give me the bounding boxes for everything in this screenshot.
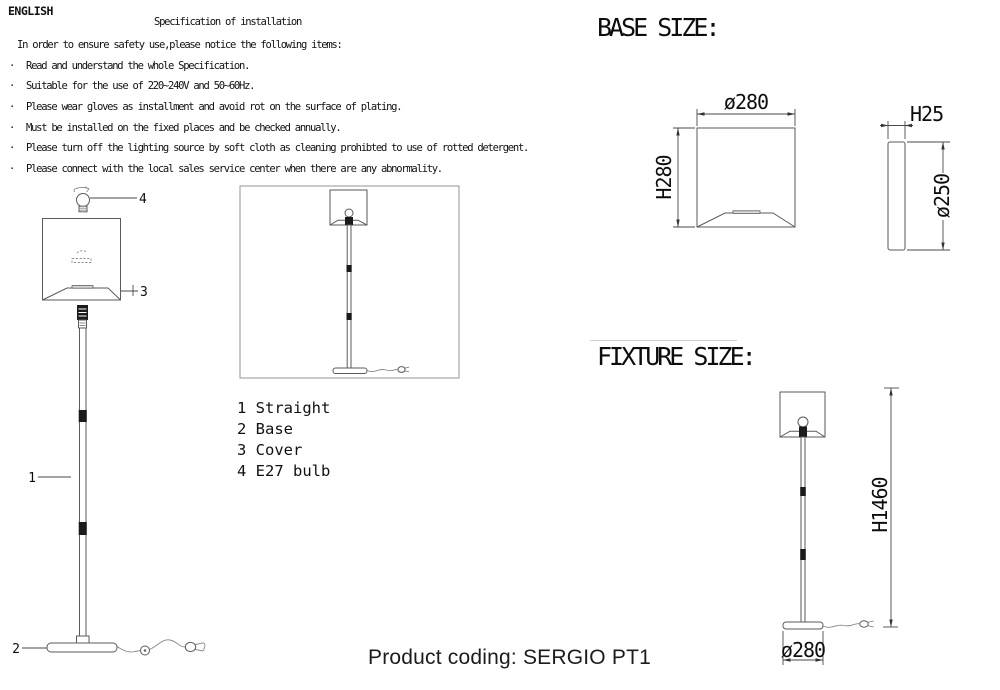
socket: [77, 305, 88, 328]
base-size-title: BASE SIZE:: [597, 13, 718, 42]
spec-item: [0, 97, 585, 118]
callout-3-label: 3: [140, 285, 148, 300]
bullet-icon: ·: [9, 163, 16, 176]
spec-intro: In order to ensure safety use,please notice the following items:: [17, 39, 342, 51]
dim-label-shade-width: ø280: [723, 90, 769, 114]
spec-item-text: Please turn off the lighting source by soft cloth as cleaning prohibted to use of rotted detergent.: [26, 142, 529, 155]
bullet-icon: ·: [9, 59, 16, 72]
spec-item: [0, 159, 585, 180]
plug-icon: [398, 367, 405, 373]
dim-height: [652, 128, 695, 227]
spec-item-text: Please connect with the local sales service center when there are any abnormality.: [26, 163, 442, 176]
fixture-size-title: FIXTURE SIZE:: [597, 342, 754, 371]
fixture-size-drawing: [590, 378, 1000, 678]
bullet-icon: ·: [9, 80, 16, 93]
dim-side-diameter: [907, 142, 954, 250]
plug-icon: [185, 642, 205, 651]
rotate-arrow-head: [85, 187, 89, 192]
language-label: ENGLISH: [8, 4, 53, 18]
dim-base-diameter: [781, 631, 825, 665]
spec-item: [0, 138, 585, 159]
bullet-icon: ·: [9, 101, 16, 114]
spec-item-text: Read and understand the whole Specification.: [26, 59, 250, 72]
dim-label-shade-height: H280: [652, 155, 676, 200]
dim-total-height: [868, 388, 899, 627]
bullet-icon: ·: [9, 121, 16, 134]
callout-4-label: 4: [139, 192, 147, 207]
bulb-icon: [345, 209, 353, 217]
dim-label-side-thickness: H25: [910, 102, 944, 126]
shade-side-view: [888, 142, 905, 250]
parts-list-item: 3 Cover: [237, 441, 303, 459]
callout-1-label: 1: [28, 471, 36, 486]
dim-label-side-diameter: ø250: [930, 173, 954, 219]
divider-line: [590, 340, 737, 341]
plug-icon: [860, 621, 868, 627]
parts-list-item: 4 E27 bulb: [237, 462, 331, 480]
socket: [799, 427, 807, 438]
spec-item: [0, 76, 585, 97]
lamp-base: [333, 368, 367, 374]
dim-label-base-diameter: ø280: [780, 638, 826, 662]
parts-list-item: 2 Base: [237, 420, 293, 438]
callout-2-label: 2: [12, 642, 20, 657]
spec-item-text: Must be installed on the fixed places and be checked annually.: [26, 121, 341, 134]
lamp-base: [47, 636, 117, 652]
bulb-icon: [77, 194, 90, 212]
spec-item: [0, 118, 585, 139]
parts-list-item: 1 Straight: [237, 399, 331, 417]
exploded-lamp-drawing: [0, 183, 230, 675]
shade-front-view: [697, 128, 795, 227]
spec-item-text: Suitable for the use of 220~240V and 50~60Hz.: [26, 80, 255, 93]
spec-instructions: [0, 35, 585, 180]
bulb-icon: [798, 417, 808, 427]
parts-list: [237, 398, 330, 482]
socket: [345, 217, 353, 225]
dim-label-fixture-height: H1460: [868, 477, 892, 533]
spec-title: Specification of installation: [154, 16, 302, 28]
power-cord: [117, 640, 205, 655]
lamp-shade: [43, 219, 121, 301]
lamp-pole: [800, 437, 806, 622]
assembled-lamp-drawing: [239, 184, 461, 380]
lamp-pole: [79, 328, 87, 643]
bullet-icon: ·: [9, 142, 16, 155]
spec-item-text: Please wear gloves as installment and avoid rot on the surface of plating.: [26, 101, 402, 114]
product-coding: Product coding: SERGIO PT1: [368, 646, 651, 669]
power-cord: [367, 367, 409, 373]
power-cord: [823, 621, 874, 628]
spec-item: [0, 56, 585, 77]
lamp-base: [783, 622, 823, 629]
dim-thickness: [880, 102, 943, 139]
dim-width: [697, 90, 795, 126]
base-size-drawing: [590, 48, 1000, 280]
lamp-pole: [347, 225, 352, 368]
